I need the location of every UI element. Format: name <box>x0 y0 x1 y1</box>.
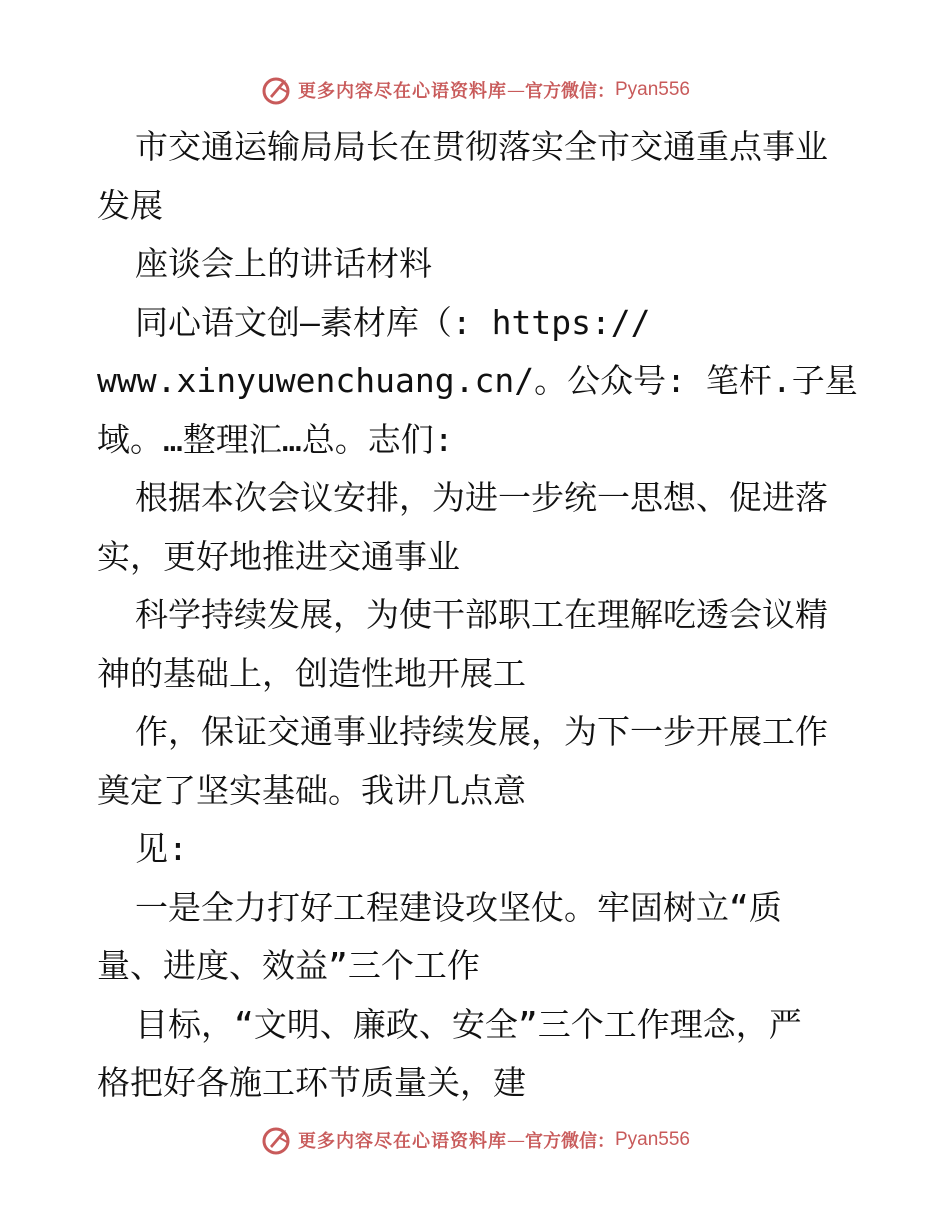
document-line: 目标，“文明、廉政、安全”三个工作理念，严 <box>135 1004 802 1044</box>
document-line: 域。…整理汇…总。志们: <box>97 419 454 459</box>
document-line: 量、进度、效益”三个工作 <box>97 946 480 985</box>
document-body <box>97 118 857 1113</box>
quill-logo-icon <box>260 1124 292 1156</box>
document-line: 作，保证交通事业持续发展，为下一步开展工作 <box>135 712 828 751</box>
document-line: www.xinyuwenchuang.cn/。公众号: 笔杆.子星 <box>97 361 858 400</box>
banner-contact-label: 官方微信： <box>524 81 615 102</box>
document-line: 座谈会上的讲话材料 <box>135 244 432 283</box>
banner-separator: — <box>506 1129 525 1151</box>
document-line: 市交通运输局局长在贯彻落实全市交通重点事业 <box>135 127 828 166</box>
quill-logo-icon <box>260 74 292 106</box>
document-line: 一是全力打好工程建设攻坚仗。牢固树立“质 <box>135 887 782 927</box>
document-line: 见: <box>135 829 188 868</box>
document-line: 发展 <box>97 185 163 225</box>
document-line: 格把好各施工环节质量关，建 <box>97 1063 526 1102</box>
banner-contact-id: Pyan556 <box>614 1129 690 1150</box>
document-line: 神的基础上，创造性地开展工 <box>97 653 526 693</box>
document-line: 科学持续发展，为使干部职工在理解吃透会议精 <box>135 595 828 634</box>
banner-contact-id: Pyan556 <box>614 79 690 100</box>
footer-banner <box>0 1120 950 1160</box>
banner-contact-label: 官方微信： <box>524 1131 615 1152</box>
header-banner <box>0 70 950 110</box>
document-line: 同心语文创—素材库（: https:// <box>135 302 651 342</box>
banner-slogan: 更多内容尽在心语资料库 <box>297 81 507 102</box>
document-line: 奠定了坚实基础。我讲几点意 <box>97 770 526 810</box>
banner-separator: — <box>506 79 525 101</box>
banner-slogan: 更多内容尽在心语资料库 <box>297 1131 507 1152</box>
document-line: 根据本次会议安排，为进一步统一思想、促进落 <box>135 478 828 517</box>
document-line: 实，更好地推进交通事业 <box>97 536 460 576</box>
